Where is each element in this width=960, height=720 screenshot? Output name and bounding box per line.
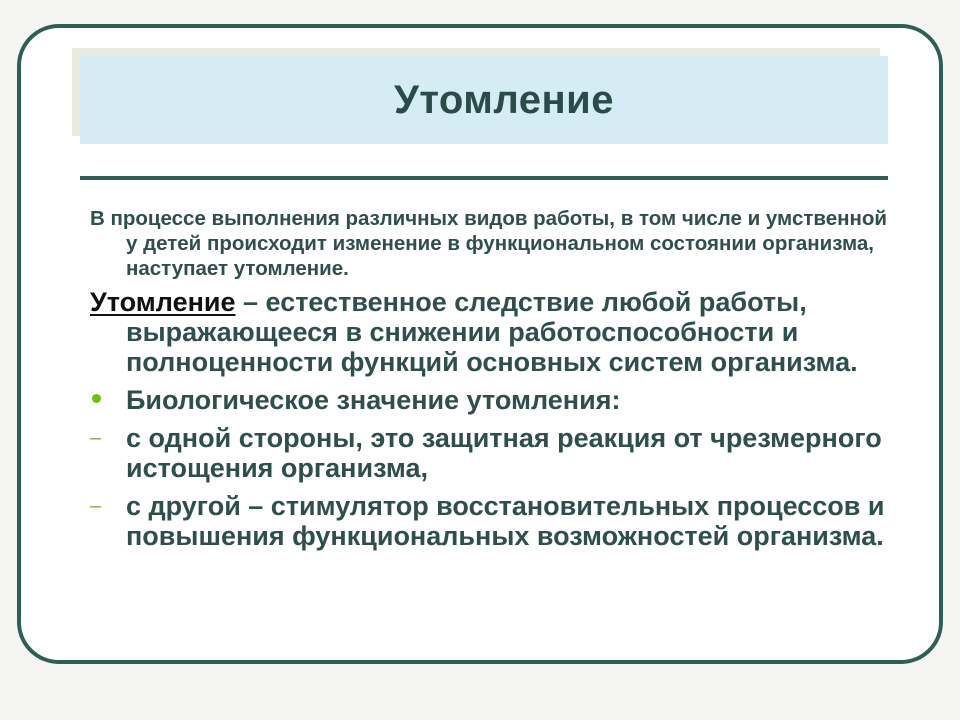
slide-title: Утомление (393, 77, 615, 122)
definition-term: Утомление (90, 287, 236, 317)
title-divider (80, 176, 888, 180)
dash-icon: – (90, 495, 102, 517)
bullet-text: Биологическое значение утомления: (126, 385, 621, 415)
dash-text: с одной стороны, это защитная реакция от чрезмерного истощения организма, (126, 423, 882, 483)
dash-text: с другой – стимулятор восстановительных процессов и повышения функциональных возможностей организма. (126, 491, 885, 551)
intro-paragraph: В процессе выполнения различных видов работы, в том числе и умственной у детей происходит изменение в функциональном состоянии организма, наступает утомление. (90, 207, 888, 280)
title-box (80, 56, 888, 144)
definition-paragraph (90, 287, 890, 377)
dash-item (90, 491, 890, 551)
bullet-item (90, 385, 890, 415)
dash-icon: – (90, 427, 102, 449)
slide-body (90, 206, 890, 559)
bullet-dot-icon (92, 394, 101, 403)
definition-text: – естественное следствие любой работы, выражающееся в снижении работоспособности и полноценности функций основных систем организма. (126, 287, 858, 377)
dash-item (90, 423, 890, 483)
